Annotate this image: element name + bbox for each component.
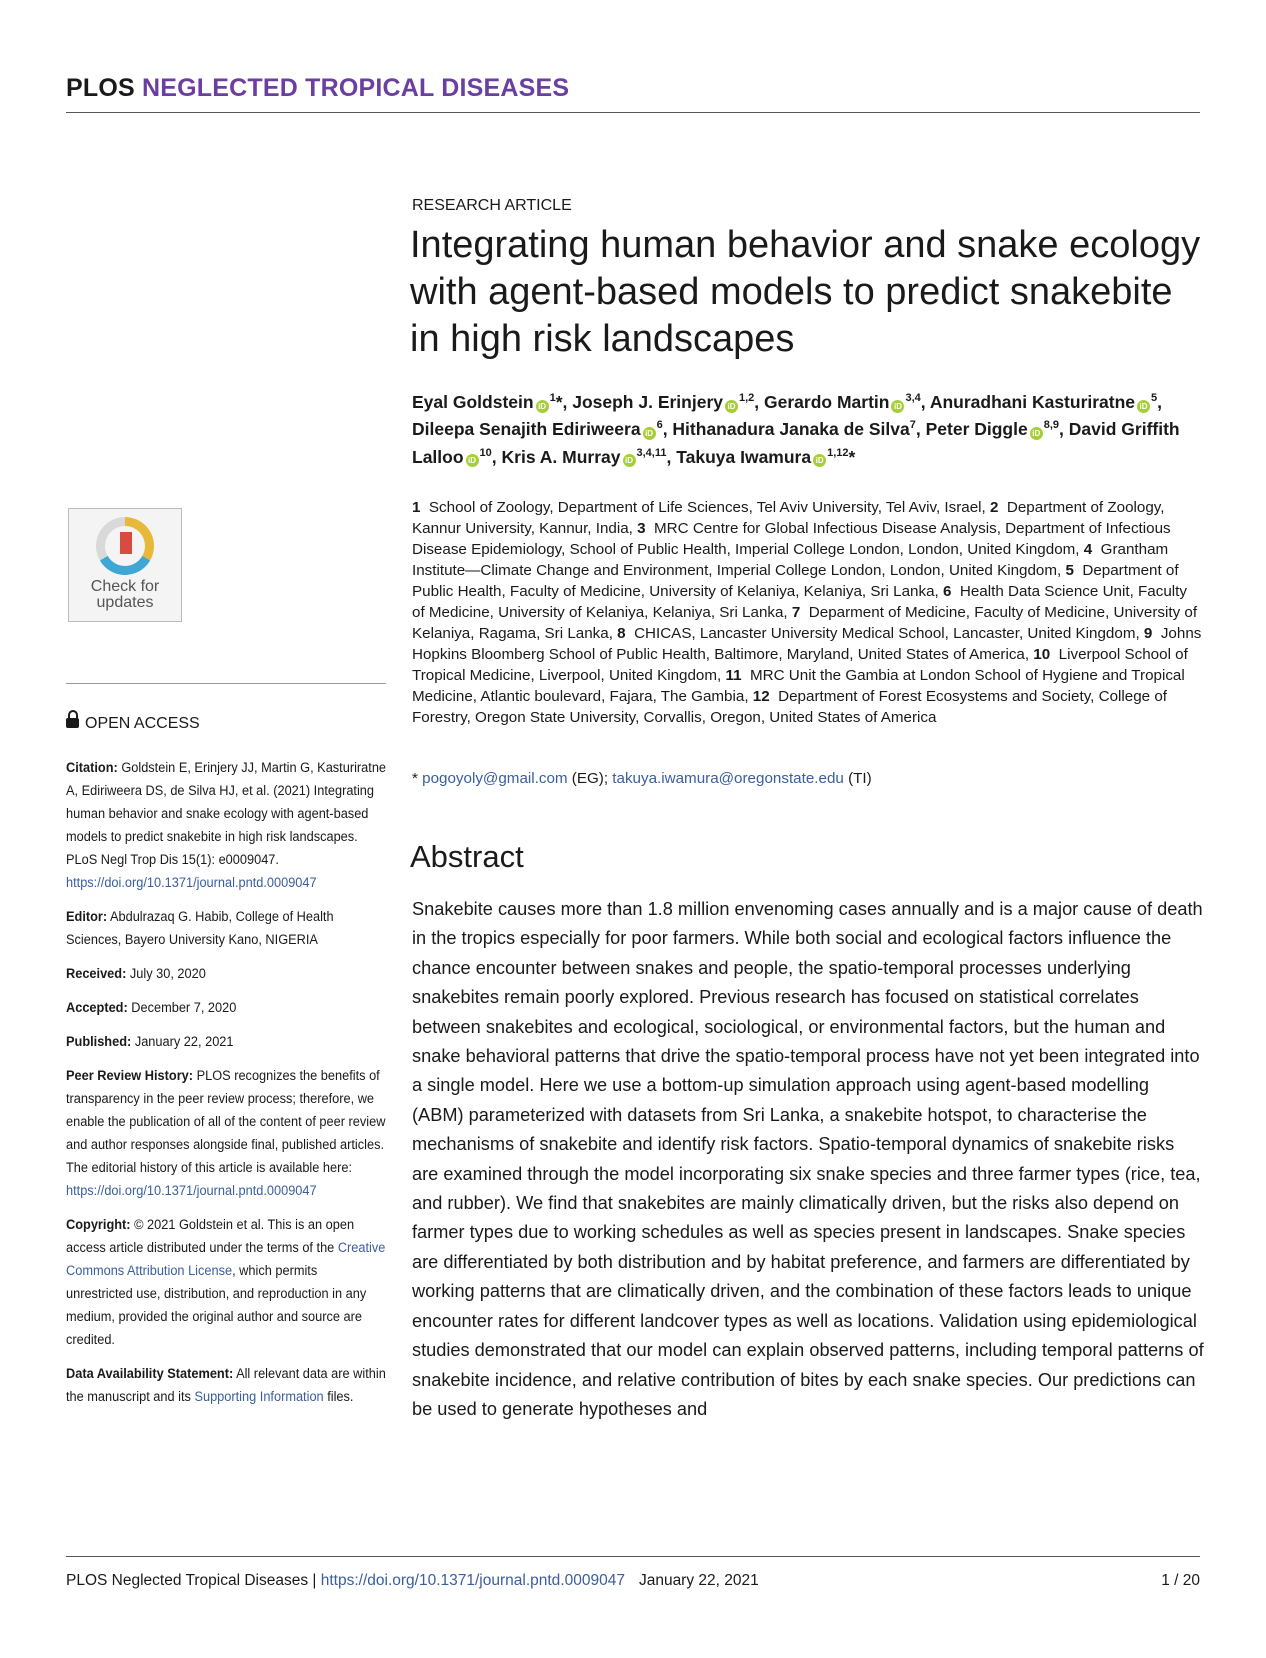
author-separator: ,: [1059, 419, 1069, 440]
header-divider: [66, 112, 1200, 113]
check-for-updates-badge[interactable]: [68, 508, 182, 622]
affiliation-text: Liverpool School of Tropical Medicine, Liverpool, United Kingdom,: [412, 646, 1188, 684]
email-link-1[interactable]: pogoyoly@gmail.com: [422, 770, 568, 787]
affiliation-number: 9: [1143, 625, 1153, 642]
affiliation-number: 12: [752, 688, 770, 705]
affiliation-number: 5: [1065, 562, 1074, 579]
affiliation-text: Department of Forest Ecosystems and Society, College of Forestry, Oregon State University, Corvallis, Oregon, United States of America: [412, 688, 1168, 726]
author-affiliation-sup: 1,12: [827, 446, 849, 459]
author-affiliation-sup: 3,4,11: [636, 446, 667, 459]
orcid-icon[interactable]: iD: [725, 400, 738, 413]
open-lock-icon: [66, 718, 79, 728]
editor-text: Abdulrazaq G. Habib, College of Health Sciences, Bayero University Kano, NIGERIA: [66, 909, 334, 948]
received-label: Received:: [66, 966, 127, 982]
peer-review-text: PLOS recognizes the benefits of transparency in the peer review process; therefore, we enable the publication of all of the content of peer review and author responses alongside final, published articles. The editorial history of this article is available here:: [66, 1068, 386, 1176]
orcid-icon[interactable]: iD: [643, 427, 656, 440]
affiliation-number: 6: [942, 583, 952, 600]
article-type: RESEARCH ARTICLE: [412, 197, 572, 214]
orcid-icon[interactable]: iD: [891, 400, 904, 413]
email-link-2[interactable]: takuya.iwamura@oregonstate.edu: [612, 770, 844, 787]
supporting-info-link[interactable]: Supporting Information: [194, 1389, 324, 1405]
author-affiliation-sup: 6: [656, 419, 663, 432]
journal-name: NEGLECTED TROPICAL DISEASES: [142, 74, 570, 102]
peer-review-block: [66, 1065, 386, 1203]
journal-header: [66, 74, 569, 103]
author-separator: ,: [491, 446, 502, 467]
affiliation-number: 2: [989, 499, 999, 516]
author-separator: ,: [915, 419, 926, 440]
author-name: Eyal Goldstein: [412, 391, 534, 412]
crossmark-icon: [96, 517, 154, 575]
email-tag-2: (TI): [843, 770, 872, 787]
author-affiliation-sup: 5: [1151, 392, 1158, 404]
abstract-heading: Abstract: [410, 839, 524, 874]
affiliation-text: Deparment of Medicine, Faculty of Medicine, University of Kelaniya, Ragama, Sri Lanka,: [412, 604, 1198, 642]
editor-label: Editor:: [66, 909, 108, 925]
crossmark-label: [69, 579, 181, 611]
received-date: July 30, 2020: [126, 966, 206, 982]
author-separator: ,: [920, 391, 930, 412]
affiliation-text: Department of Zoology, Kannur University, Kannur, India,: [412, 499, 1165, 537]
author-affiliation-sup: 7: [909, 419, 916, 432]
corresponding-author-star: *: [555, 391, 563, 412]
peer-review-label: Peer Review History:: [66, 1068, 194, 1084]
affiliation-number: 11: [725, 667, 742, 684]
author-affiliation-sup: 3,4: [905, 392, 921, 404]
footer-date: January 22, 2021: [638, 1572, 759, 1589]
license-link[interactable]: Creative Commons Attribution License: [66, 1240, 386, 1279]
open-access-label: [66, 715, 200, 733]
email-tag-1: (EG);: [567, 770, 613, 787]
author-affiliation-sup: 1: [549, 392, 556, 404]
accepted-block: [66, 997, 386, 1020]
abstract-body: Snakebite causes more than 1.8 million envenoming cases annually and is a major cause of death in the tropics especially for poor farmers. While both social and ecological factors influence the chance encounter between snakes and people, the spatio-temporal processes underlying snakebites remain poorly explored. Previous research has focused on statistical correlates between snakebites and ecological, sociological, or environmental factors, but the human and snake behavioral patterns that drive the spatio-temporal process have not yet been integrated into a single model. Here we use a bottom-up simulation approach using agent-based modelling (ABM) parameterized with datasets from Sri Lanka, a snakebite hotspot, to characterise the mechanisms of snakebite and identify risk factors. Spatio-temporal dynamics of snakebite risks are examined through the model incorporating six snake species and three farmer types (rice, tea, and rubber). We find that snakebites are mainly climatically driven, but the risks also depend on farmer types due to working schedules as well as species present in landscapes. Snake species are differentiated by both distribution and by habitat preference, and farmers are differentiated by working patterns that are climatically driven, and the combination of these factors leads to unique encounter rates for different landcover types as well as locations. Validation using epidemiological studies demonstrated that our model can explain observed patterns, including temporal patterns of snakebite incidence, and relative contribution of bites by each snake species. Our predictions can be used to generate hypotheses and: [412, 899, 1204, 1419]
editor-block: [66, 906, 386, 952]
accepted-date: December 7, 2020: [127, 1000, 237, 1016]
author-separator: ,: [666, 446, 677, 467]
orcid-icon[interactable]: iD: [1030, 427, 1043, 440]
crossmark-line1: Check for: [90, 578, 160, 595]
citation-label: Citation:: [66, 760, 118, 776]
footer-divider: [66, 1556, 1200, 1557]
copyright-block: [66, 1214, 386, 1352]
affiliation-text: MRC Unit the Gambia at London School of Hygiene and Tropical Medicine, Atlantic boulevard, Fajara, The Gambia,: [412, 667, 1185, 705]
page-footer: [66, 1572, 759, 1590]
journal-brand: PLOS: [66, 74, 135, 102]
author-affiliation-sup: 8,9: [1043, 419, 1060, 432]
published-date: January 22, 2021: [131, 1034, 234, 1050]
affiliation-text: Department of Public Health, Faculty of Medicine, University of Kelaniya, Kelaniya, Sri Lanka,: [412, 562, 1179, 600]
author-separator: ,: [662, 419, 673, 440]
affiliation-text: Health Data Science Unit, Faculty of Medicine, University of Kelaniya, Kelaniya, Sri Lanka,: [412, 583, 1187, 621]
affiliation-text: School of Zoology, Department of Life Sciences, Tel Aviv University, Tel Aviv, Israel,: [428, 499, 990, 516]
affiliation-text: MRC Centre for Global Infectious Disease Analysis, Department of Infectious Disease Epidemiology, School of Public Health, Imperial College London, London, United Kingdom,: [412, 520, 1171, 558]
orcid-icon[interactable]: iD: [813, 454, 826, 467]
author-list: [412, 387, 1202, 469]
published-block: [66, 1031, 386, 1054]
affiliation-text: CHICAS, Lancaster University Medical School, Lancaster, United Kingdom,: [634, 625, 1144, 642]
affiliation-number: 4: [1083, 541, 1093, 558]
orcid-icon[interactable]: iD: [623, 454, 636, 467]
author-name: Gerardo Martin: [764, 391, 890, 412]
published-label: Published:: [66, 1034, 132, 1050]
author-name: Peter Diggle: [925, 419, 1028, 440]
citation-block: [66, 757, 386, 895]
data-availability-text-1: All relevant data are within the manuscript and its: [66, 1366, 386, 1405]
copyright-label: Copyright:: [66, 1217, 131, 1233]
citation-text: Goldstein E, Erinjery JJ, Martin G, Kasturiratne A, Ediriweera DS, de Silva HJ, et al. (2021) Integrating human behavior and snake ecology with agent-based models to predict snakebite in high risk landscapes. PLoS Negl Trop Dis 15(1): e0009047.: [66, 760, 387, 868]
author-name: Joseph J. Erinjery: [572, 391, 723, 412]
open-access-text: OPEN ACCESS: [85, 715, 200, 732]
accepted-label: Accepted:: [66, 1000, 128, 1016]
peer-review-link[interactable]: https://doi.org/10.1371/journal.pntd.0009047: [66, 1183, 317, 1199]
sidebar-divider: [66, 683, 386, 684]
affiliation-number: 8: [617, 625, 626, 642]
affiliations: [412, 497, 1202, 728]
affiliation-number: 7: [791, 604, 801, 621]
author-name: Dileepa Senajith Ediriweera: [412, 419, 641, 440]
citation-doi-link[interactable]: https://doi.org/10.1371/journal.pntd.0009047: [66, 875, 317, 891]
copyright-text-1: © 2021 Goldstein et al. This is an open access article distributed under the terms of the: [66, 1217, 355, 1256]
orcid-icon[interactable]: iD: [466, 454, 479, 467]
article-title: Integrating human behavior and snake ecology with agent-based models to predict snakebite in high risk landscapes: [410, 224, 1201, 360]
affiliation-number: 10: [1033, 646, 1051, 663]
author-separator: ,: [1157, 391, 1163, 412]
affiliation-text: Johns Hopkins Bloomberg School of Public Health, Baltimore, Maryland, United States of America,: [412, 625, 1202, 663]
affiliation-text: Grantham Institute—Climate Change and Environment, Imperial College London, London, United Kingdom,: [412, 541, 1169, 579]
data-availability-block: [66, 1363, 386, 1409]
author-affiliation-sup: 10: [479, 446, 492, 459]
affiliation-number: 3: [637, 520, 646, 537]
received-block: [66, 963, 386, 986]
author-name: Takuya Iwamura: [676, 446, 812, 467]
footer-journal: PLOS Neglected Tropical Diseases |: [66, 1572, 321, 1589]
data-availability-text-2: files.: [323, 1389, 354, 1405]
author-separator: ,: [562, 391, 573, 412]
page-number: 1 / 20: [1161, 1572, 1200, 1589]
footer-doi-link[interactable]: https://doi.org/10.1371/journal.pntd.0009047: [320, 1572, 625, 1589]
author-name: Anuradhani Kasturiratne: [929, 391, 1136, 412]
author-name: David Griffith Lalloo: [412, 419, 1180, 467]
orcid-icon[interactable]: iD: [536, 400, 549, 413]
orcid-icon[interactable]: iD: [1137, 400, 1150, 413]
crossmark-line2: updates: [96, 594, 154, 611]
corresponding-star: *: [412, 770, 423, 787]
corresponding-author-star: *: [848, 446, 856, 467]
affiliation-number: 1: [412, 499, 421, 516]
data-availability-label: Data Availability Statement:: [66, 1366, 234, 1382]
author-separator: ,: [754, 391, 765, 412]
article-sidebar: [66, 757, 386, 1420]
corresponding-emails: [412, 770, 872, 787]
author-affiliation-sup: 1,2: [739, 392, 755, 404]
copyright-text-2: , which permits unrestricted use, distribution, and reproduction in any medium, provided the original author and source are credited.: [66, 1263, 367, 1348]
author-name: Kris A. Murray: [501, 446, 621, 467]
author-name: Hithanadura Janaka de Silva: [672, 419, 910, 440]
